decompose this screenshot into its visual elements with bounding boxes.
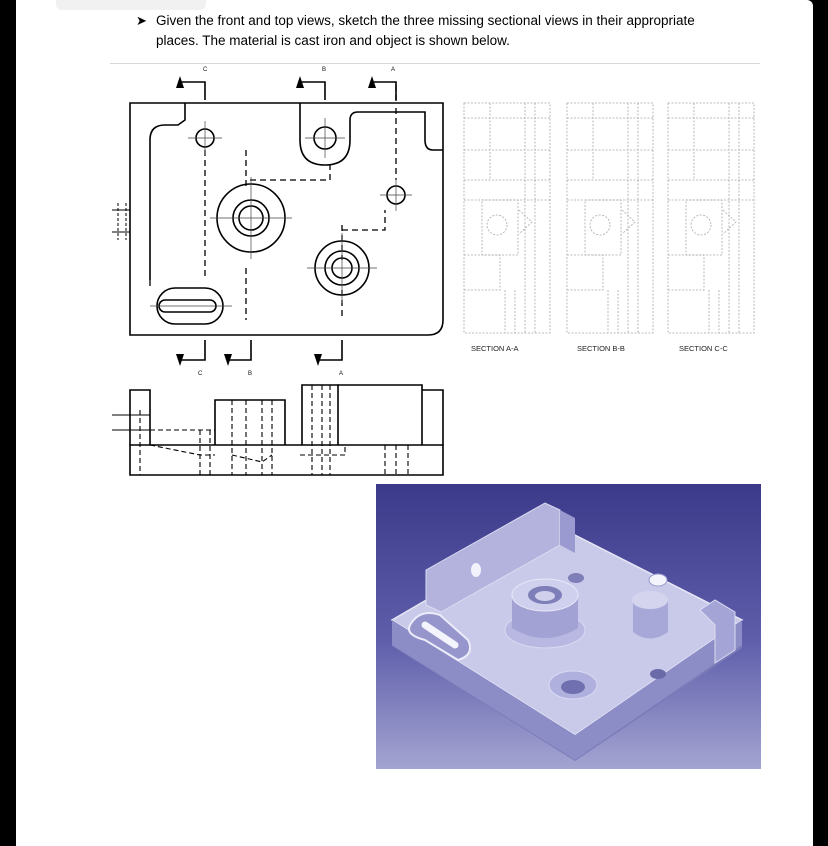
section-label-a: SECTION A-A [471, 344, 519, 353]
bullet-arrow-icon: ➤ [136, 13, 147, 28]
plane-label-c-top: C [203, 67, 208, 73]
section-label-c: SECTION C-C [679, 344, 728, 353]
right-boss-top [632, 591, 668, 609]
section-templates [464, 103, 754, 333]
small-hole-1 [568, 573, 584, 583]
section-template-c [668, 103, 754, 333]
plane-label-a-bottom: A [339, 371, 344, 377]
plane-label-c-bottom: C [198, 371, 203, 377]
front-view-drawing [112, 385, 443, 475]
small-hole-2 [650, 669, 666, 679]
section-template-a [464, 103, 550, 333]
right-wall-hole [649, 574, 667, 586]
counterbore-hole [561, 680, 585, 694]
question-line-1: Given the front and top views, sketch the three missing sectional views in their appropriate [156, 13, 695, 28]
plane-label-b-bottom: B [248, 371, 253, 377]
question-line-2: places. The material is cast iron and object is shown below. [156, 33, 510, 48]
boss-hole-inner [535, 591, 555, 601]
cutting-plane-arrows-top [180, 82, 396, 100]
plane-label-a-top: A [391, 67, 396, 73]
cutting-plane-arrowheads-top [176, 76, 376, 88]
plane-label-b-top: B [322, 67, 327, 73]
section-label-b: SECTION B-B [577, 344, 625, 353]
section-template-b [567, 103, 653, 333]
top-view-drawing [112, 85, 443, 335]
isometric-render [376, 484, 761, 769]
wall-hole [471, 563, 481, 577]
